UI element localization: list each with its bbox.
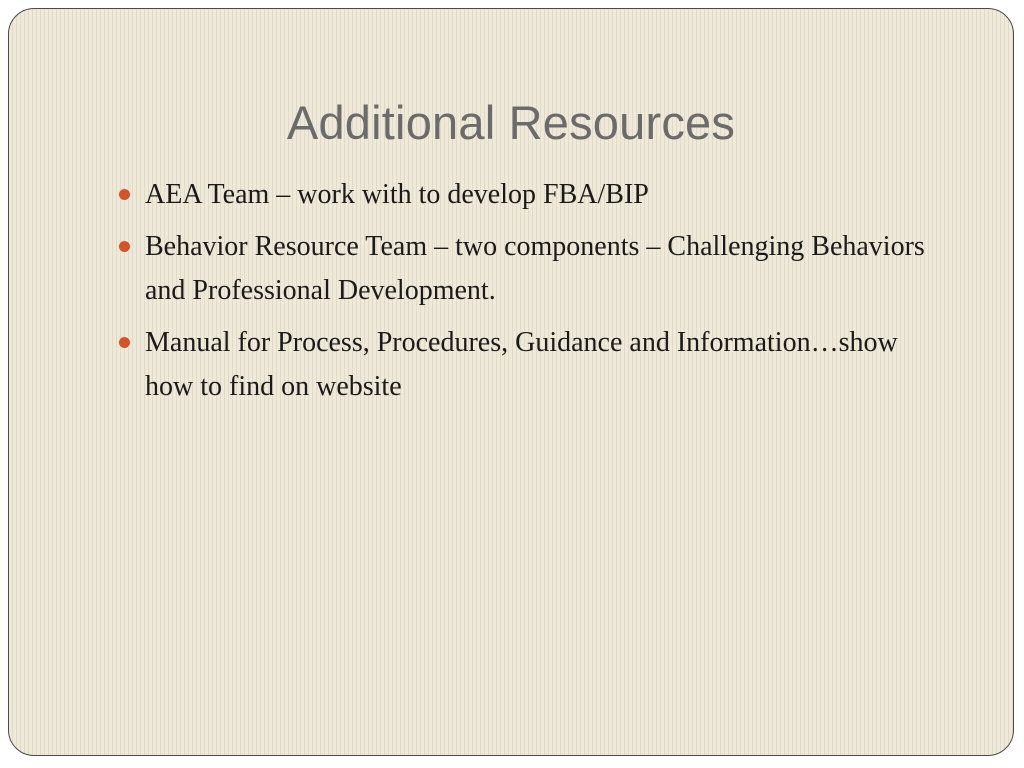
bullet-text: Behavior Resource Team – two components – Challenging Behaviors and Professional Development.	[145, 231, 925, 306]
slide-title: Additional Resources	[286, 96, 736, 149]
bullet-list	[119, 173, 939, 417]
bullet-dot-icon	[119, 337, 130, 348]
bullet-text: Manual for Process, Procedures, Guidance and Information…show how to find on website	[145, 327, 898, 402]
slide	[8, 8, 1014, 756]
bullet-dot-icon	[119, 241, 130, 252]
bullet-item	[119, 321, 939, 409]
bullet-dot-icon	[119, 189, 130, 200]
bullet-item	[119, 225, 939, 313]
bullet-text: AEA Team – work with to develop FBA/BIP	[145, 179, 649, 210]
bullet-item	[119, 173, 939, 217]
